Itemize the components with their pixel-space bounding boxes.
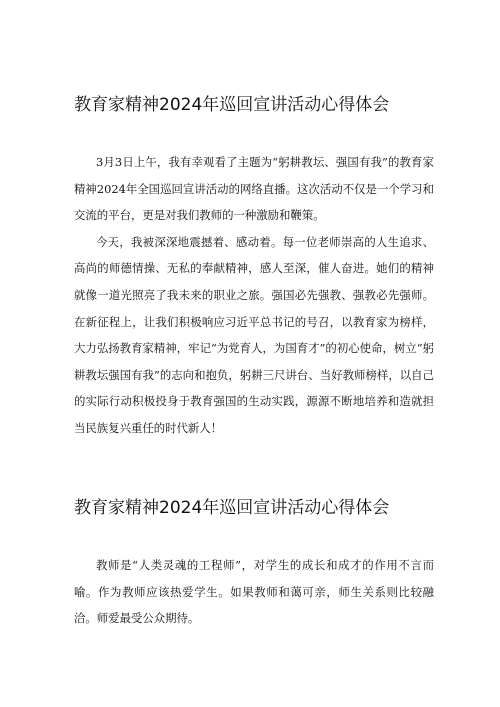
article-section-1	[74, 94, 434, 442]
article-section-2	[74, 497, 434, 632]
body-paragraph: 教师是“人类灵魂的工程师”，对学生的成长和成才的作用不言而喻。作为教师应该热爱学生。如果教师和蔼可亲，师生关系则比较融洽。师爱最受公众期待。	[74, 558, 434, 626]
body-paragraph: 今天，我被深深地震撼着、感动着。每一位老师崇高的人生追求、高尚的师德情操、无私的奉献精神，感人至深，催人奋进。她们的精神就像一道光照亮了我未来的职业之旅。强国必先强教、强教必先强师。在新征程上，让我们积极响应习近平总书记的号召，以教育家为榜样，大力弘扬教育家精神，牢记“为党育人，为国育才”的初心使命，树立“躬耕教坛强国有我”的志向和抱负，躬耕三尺讲台、当好教师榜样，以自己的实际行动积极投身于教育强国的生动实践，源源不断地培养和造就担当民族复兴重任的时代新人！	[74, 234, 434, 435]
body-paragraph: 3月3日上午，我有幸观看了主题为“躬耕教坛、强国有我”的教育家精神2024年全国巡回宣讲活动的网络直播。这次活动不仅是一个学习和交流的平台，更是对我们教师的一种激励和鞭策。	[74, 155, 434, 223]
article-title-1: 教育家精神2024年巡回宣讲活动心得体会	[74, 95, 390, 115]
article-body-2	[74, 552, 434, 632]
article-title-2: 教育家精神2024年巡回宣讲活动心得体会	[74, 498, 390, 518]
article-body-1	[74, 149, 434, 442]
